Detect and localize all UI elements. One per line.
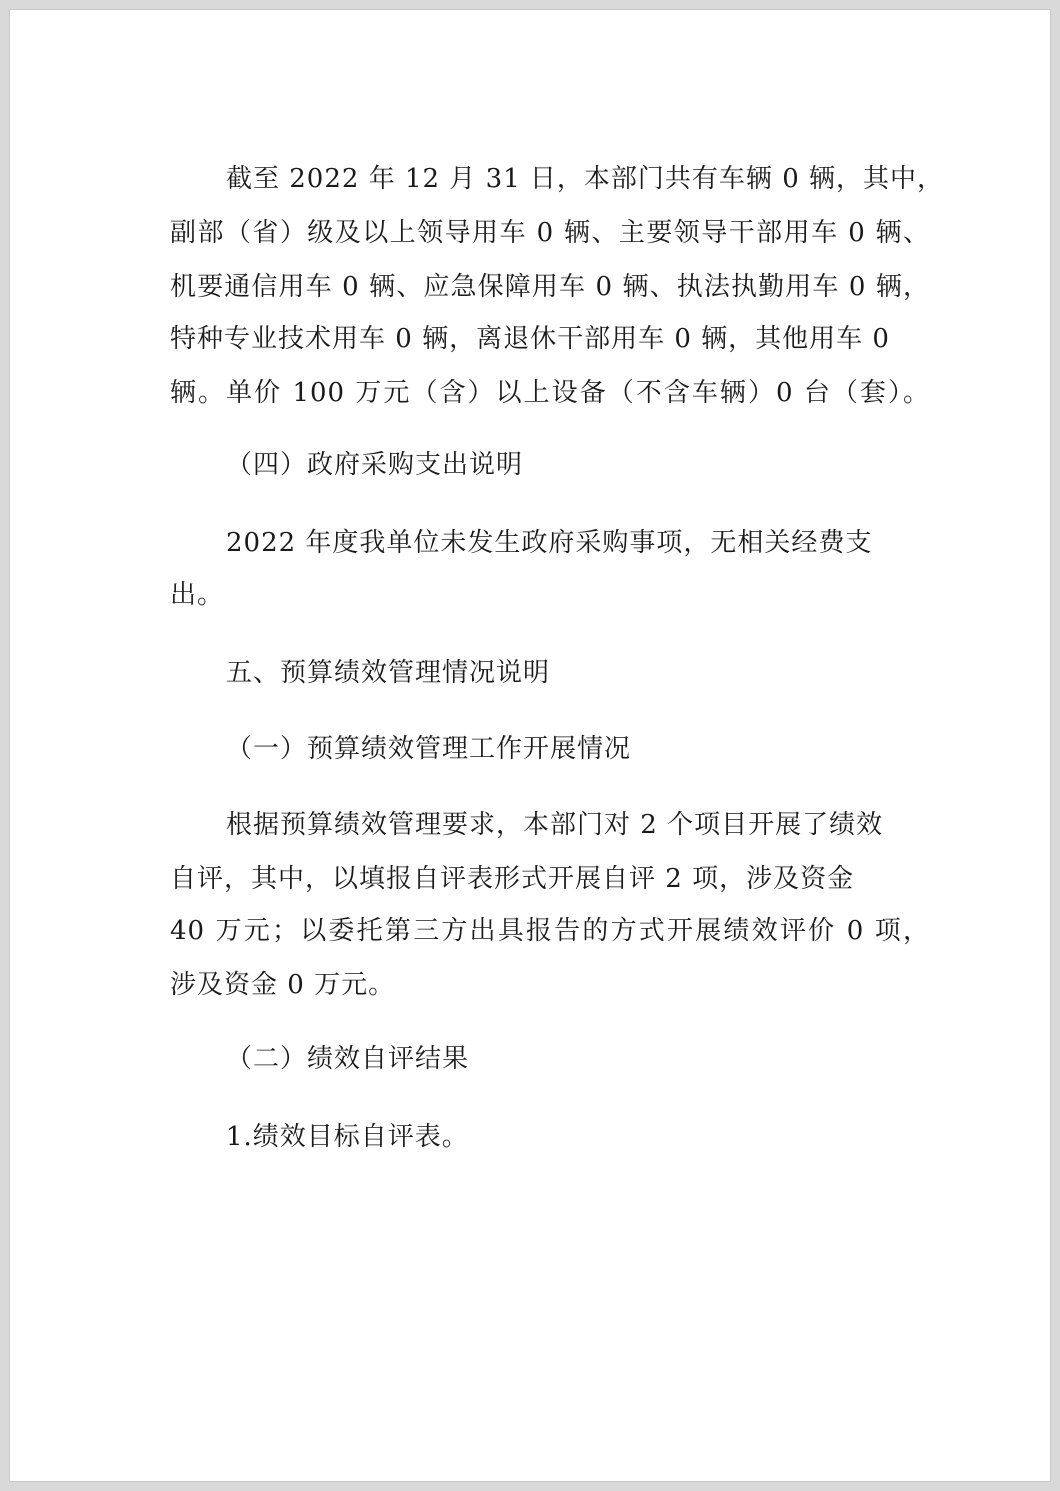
self-eval-heading: （二）绩效自评结果 xyxy=(226,1044,470,1074)
perf-work-line-2: 自评，其中，以填报自评表形式开展自评 2 项，涉及资金 xyxy=(170,864,855,894)
procurement-line-1: 2022 年度我单位未发生政府采购事项，无相关经费支 xyxy=(226,528,873,558)
document-page xyxy=(10,10,1050,1481)
procurement-line-2: 出。 xyxy=(170,580,225,610)
vehicles-line-5: 辆。单价 100 万元（含）以上设备（不含车辆）0 台（套）。 xyxy=(170,378,930,408)
perf-work-heading: （一）预算绩效管理工作开展情况 xyxy=(226,734,632,764)
perf-work-line-4: 涉及资金 0 万元。 xyxy=(170,970,396,1000)
vehicles-line-2: 副部（省）级及以上领导用车 0 辆、主要领导干部用车 0 辆、 xyxy=(170,218,930,248)
procurement-heading: （四）政府采购支出说明 xyxy=(226,450,524,480)
perf-work-line-1: 根据预算绩效管理要求，本部门对 2 个项目开展了绩效 xyxy=(226,810,884,840)
perf-work-line-3: 40 万元；以委托第三方出具报告的方式开展绩效评价 0 项， xyxy=(170,916,930,946)
vehicles-line-4: 特种专业技术用车 0 辆，离退休干部用车 0 辆，其他用车 0 xyxy=(170,324,890,354)
vehicles-line-1: 截至 2022 年 12 月 31 日，本部门共有车辆 0 辆，其中， xyxy=(226,164,944,194)
section-5-heading: 五、预算绩效管理情况说明 xyxy=(226,658,551,688)
self-eval-item-1: 1.绩效目标自评表。 xyxy=(226,1122,469,1152)
vehicles-line-3: 机要通信用车 0 辆、应急保障用车 0 辆、执法执勤用车 0 辆， xyxy=(170,272,930,302)
